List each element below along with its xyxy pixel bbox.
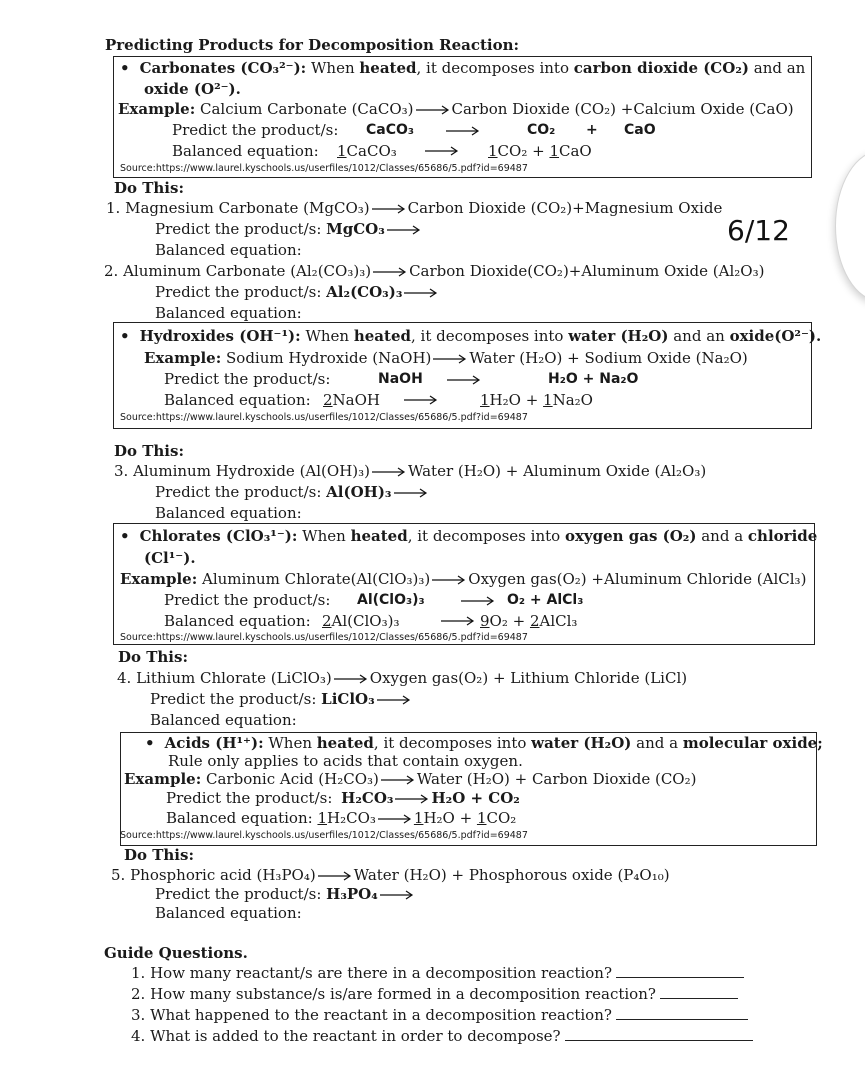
acids-rule: • Acids (H¹⁺): When heated, it decomposes into water (H₂O) and a molecular oxide;: [145, 734, 823, 752]
acids-balanced: Balanced equation: 1H₂CO₃ 1H₂O + 1CO₂: [166, 809, 517, 827]
carbonates-product2: CaO: [624, 122, 656, 138]
q4-predict: Predict the product/s: LiClO₃: [150, 690, 413, 708]
q4-balanced-label: Balanced equation:: [150, 711, 297, 729]
q3-balanced-label: Balanced equation:: [155, 504, 302, 522]
arrow-icon: [378, 814, 412, 824]
q5-predict: Predict the product/s: H₃PO₄: [155, 885, 416, 903]
source-citation: Source:https://www.laurel.kyschools.us/userfiles/1012/Classes/65686/5.pdf?id=69487: [120, 412, 528, 423]
arrow-icon: [373, 267, 407, 277]
q1-balanced-label: Balanced equation:: [155, 241, 302, 259]
arrow-icon: [404, 288, 438, 298]
arrow-icon: [433, 354, 467, 364]
hydroxides-reactant: NaOH: [378, 371, 423, 387]
carbonates-product1: CO₂: [527, 122, 556, 138]
chlorates-reactant: Al(ClO₃)₃: [357, 592, 425, 608]
arrow-icon: [377, 695, 411, 705]
guide-question-1: 1. How many reactant/s are there in a decomposition reaction?: [131, 964, 744, 982]
arrow-icon: [381, 775, 415, 785]
arrow-icon: [395, 794, 429, 804]
acids-example: Example: Carbonic Acid (H₂CO₃) Water (H₂O) + Carbon Dioxide (CO₂): [124, 770, 697, 788]
arrow-icon: [372, 204, 406, 214]
source-citation: Source:https://www.laurel.kyschools.us/userfiles/1012/Classes/65686/5.pdf?id=69487: [120, 163, 528, 174]
do-this-heading: Do This:: [118, 648, 188, 666]
hydroxides-balanced-reactant: 2NaOH: [323, 391, 380, 409]
carbonates-balanced-label: Balanced equation:: [172, 142, 319, 160]
arrow-icon: [438, 616, 478, 626]
guide-title: Guide Questions.: [104, 944, 248, 962]
guide-question-2: 2. How many substance/s is/are formed in a decomposition reaction?: [131, 985, 738, 1003]
page-edge-shadow: [835, 150, 865, 302]
carbonates-rule: • Carbonates (CO₃²⁻): When heated, it decomposes into carbon dioxide (CO₂) and an: [120, 59, 806, 77]
q1-predict: Predict the product/s: MgCO₃: [155, 220, 423, 238]
do-this-heading: Do This:: [114, 179, 184, 197]
hydroxides-example: Example: Sodium Hydroxide (NaOH) Water (H₂O) + Sodium Oxide (Na₂O): [144, 349, 748, 367]
arrow-icon: [334, 674, 368, 684]
q2-predict: Predict the product/s: Al₂(CO₃)₃: [155, 283, 440, 301]
hydroxides-predict-label: Predict the product/s:: [164, 370, 331, 388]
carbonates-rule-line2: oxide (O²⁻).: [144, 80, 241, 98]
arrow-icon: [372, 467, 406, 477]
arrow-icon: [443, 126, 483, 136]
do-this-heading: Do This:: [124, 846, 194, 864]
chlorates-balanced-products: 9O₂ + 2AlCl₃: [480, 612, 578, 630]
arrow-icon: [394, 488, 428, 498]
chlorates-balanced-reactant: 2Al(ClO₃)₃: [322, 612, 400, 630]
hydroxides-products: H₂O + Na₂O: [548, 371, 639, 387]
hydroxides-balanced-products: 1H₂O + 1Na₂O: [480, 391, 593, 409]
arrow-icon: [458, 596, 498, 606]
carbonates-reactant: CaCO₃: [366, 122, 415, 138]
answer-blank[interactable]: [565, 1029, 753, 1041]
arrow-icon: [416, 105, 450, 115]
carbonates-balanced-reactant: 1CaCO₃: [337, 142, 397, 160]
arrow-icon: [422, 146, 462, 156]
chlorates-rule: • Chlorates (ClO₃¹⁻): When heated, it decomposes into oxygen gas (O₂) and a chloride: [120, 527, 818, 545]
arrow-icon: [318, 871, 352, 881]
plus-sign: +: [586, 122, 598, 138]
question-4: 4. Lithium Chlorate (LiClO₃) Oxygen gas(O₂) + Lithium Chloride (LiCl): [117, 669, 688, 687]
hydroxides-balanced-label: Balanced equation:: [164, 391, 311, 409]
question-3: 3. Aluminum Hydroxide (Al(OH)₃) Water (H₂O) + Aluminum Oxide (Al₂O₃): [114, 462, 707, 480]
chlorates-example: Example: Aluminum Chlorate(Al(ClO₃)₃) Oxygen gas(O₂) +Aluminum Chloride (AlCl₃): [120, 570, 807, 588]
do-this-heading: Do This:: [114, 442, 184, 460]
carbonates-predict-label: Predict the product/s:: [172, 121, 339, 139]
question-2: 2. Aluminum Carbonate (Al₂(CO₃)₃) Carbon Dioxide(CO₂)+Aluminum Oxide (Al₂O₃): [104, 262, 765, 280]
answer-blank[interactable]: [616, 966, 744, 978]
arrow-icon: [380, 890, 414, 900]
source-citation: Source:https://www.laurel.kyschools.us/userfiles/1012/Classes/65686/5.pdf?id=69487: [120, 830, 528, 841]
question-5: 5. Phosphoric acid (H₃PO₄) Water (H₂O) + Phosphorous oxide (P₄O₁₀): [111, 866, 670, 884]
carbonates-example: Example: Calcium Carbonate (CaCO₃) Carbon Dioxide (CO₂) +Calcium Oxide (CaO): [118, 100, 794, 118]
arrow-icon: [444, 375, 484, 385]
answer-blank[interactable]: [660, 987, 738, 999]
source-citation: Source:https://www.laurel.kyschools.us/userfiles/1012/Classes/65686/5.pdf?id=69487: [120, 632, 528, 643]
q5-balanced-label: Balanced equation:: [155, 904, 302, 922]
question-1: 1. Magnesium Carbonate (MgCO₃) Carbon Dioxide (CO₂)+Magnesium Oxide: [106, 199, 723, 217]
arrow-icon: [432, 575, 466, 585]
carbonates-balanced-products: 1CO₂ + 1CaO: [488, 142, 592, 160]
chlorates-rule-line2: (Cl¹⁻).: [144, 549, 196, 567]
chlorates-products: O₂ + AlCl₃: [507, 592, 584, 608]
arrow-icon: [401, 395, 441, 405]
guide-question-4: 4. What is added to the reactant in order to decompose?: [131, 1027, 753, 1045]
page-indicator: 6/12: [727, 214, 790, 247]
chlorates-balanced-label: Balanced equation:: [164, 612, 311, 630]
hydroxides-rule: • Hydroxides (OH⁻¹): When heated, it decomposes into water (H₂O) and an oxide(O²⁻).: [120, 327, 822, 345]
acids-predict: Predict the product/s: H₂CO₃ H₂O + CO₂: [166, 789, 520, 807]
q3-predict: Predict the product/s: Al(OH)₃: [155, 483, 430, 501]
acids-rule-line2: Rule only applies to acids that contain oxygen.: [168, 752, 523, 770]
guide-question-3: 3. What happened to the reactant in a decomposition reaction?: [131, 1006, 748, 1024]
page-title: Predicting Products for Decomposition Reaction:: [105, 36, 520, 54]
q2-balanced-label: Balanced equation:: [155, 304, 302, 322]
chlorates-predict-label: Predict the product/s:: [164, 591, 331, 609]
arrow-icon: [387, 225, 421, 235]
answer-blank[interactable]: [616, 1008, 748, 1020]
